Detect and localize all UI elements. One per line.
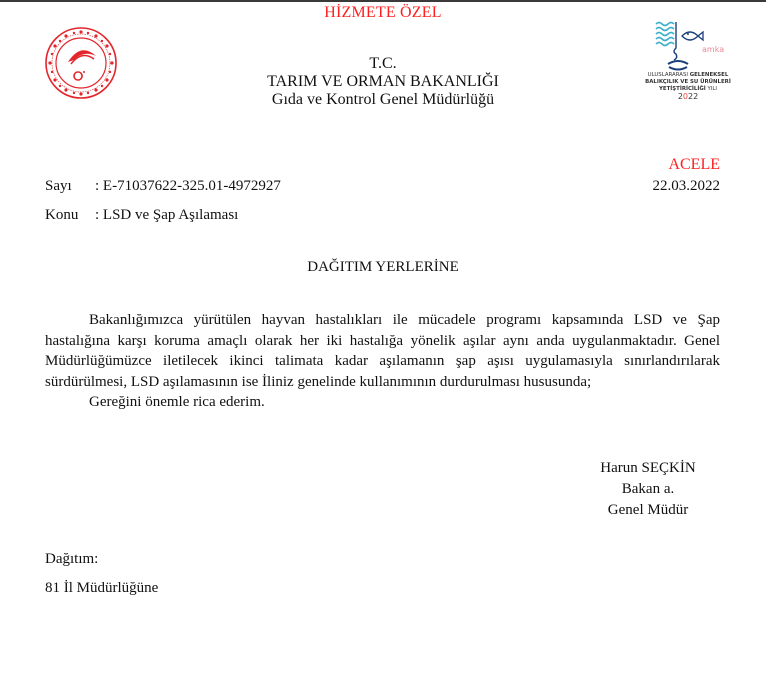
subject-value: : LSD ve Şap Aşılaması [95, 207, 239, 223]
reference-number-row [45, 178, 281, 195]
header-republic: T.C. [369, 55, 397, 72]
header-ministry: TARIM VE ORMAN BAKANLIĞI [267, 73, 499, 90]
signatory-name: Harun SEÇKİN [600, 460, 696, 476]
subject-row [45, 207, 238, 224]
document-date: 22.03.2022 [652, 178, 720, 194]
body-paragraph-closing: Gereğini önemle rica ederim. [89, 394, 265, 410]
body-paragraph-main: Bakanlığımızca yürütülen hayvan hastalıkları ile mücadele programı kapsamında LSD ve Şap hastalığına karşı koruma amaçlı olarak her iki hastalığa yönelik aşılar aynı anda uygulanmaktadır. Genel Müdürlüğümüzce iletilecek ikinci talimata kadar aşılamanın şap aşısı uygulamasıyla sınırlandırılarak sürdürülmesi, LSD aşılamasının ise İliniz genelinde kullanımının durdurulması hususunda; [45, 312, 720, 390]
svg-text:YETİŞTİRİCİLİĞİ YILI: YETİŞTİRİCİLİĞİ YILI [658, 86, 718, 92]
header-directorate: Gıda ve Kontrol Genel Müdürlüğü [271, 91, 495, 108]
reference-number-label: Sayı [45, 178, 72, 194]
letter-body [45, 310, 720, 413]
svg-text:BALIKÇILIK VE SU ÜRÜNLERİ: BALIKÇILIK VE SU ÜRÜNLERİ [645, 79, 731, 85]
urgency-label: ACELE [668, 156, 720, 173]
page-top-border [0, 0, 766, 2]
distribution-block [45, 545, 158, 603]
signature-block [568, 458, 728, 521]
issuer-header [0, 55, 766, 109]
signatory-on-behalf: Bakan a. [621, 481, 675, 497]
emblem-brand-text: amka [702, 45, 725, 54]
svg-text:ULUSLARARASI GELENEKSEL: ULUSLARARASI GELENEKSEL [647, 72, 729, 78]
distribution-label: Dağıtım: [45, 551, 99, 567]
reference-number-value: : E-71037622-325.01-4972927 [95, 178, 281, 194]
addressee-heading: DAĞITIM YERLERİNE [307, 259, 459, 275]
distribution-recipient: 81 İl Müdürlüğüne [45, 580, 159, 596]
subject-label: Konu [45, 207, 79, 223]
svg-text:2022: 2022 [677, 92, 699, 101]
classification-label: HİZMETE ÖZEL [324, 4, 442, 21]
signatory-title: Genel Müdür [607, 502, 689, 518]
